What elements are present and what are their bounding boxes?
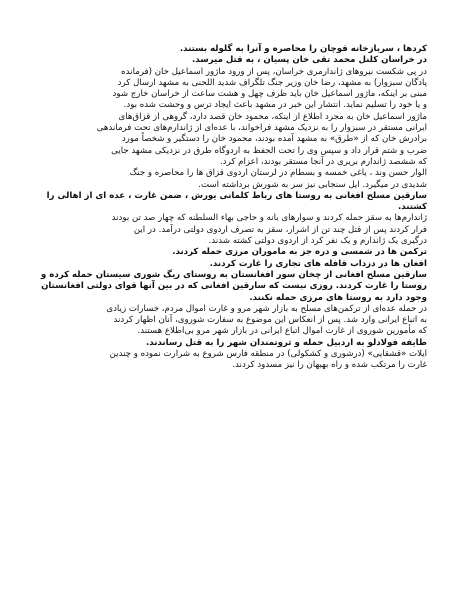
- paragraph: [0, 259, 463, 270]
- text-line: ایلات «قشقایی» (درشوری و کشکولی) در منطقه فارس شروع به شرارت نموده و چندین: [109, 349, 427, 360]
- paragraph: [0, 338, 463, 349]
- text-line: روستا را غارت کردند. روزی نیست که سارقین افغانی که در بین آنها قوای دولتی افغانستان: [41, 281, 427, 292]
- paragraph: [0, 349, 463, 372]
- text-line: افغان ها در دزداب قافله های تجاری را غارت کردند.: [209, 258, 427, 269]
- text-line: در پی شکست نیروهای ژاندارمری خراسان، پس از ورود ماژور اسماعیل خان (فرمانده: [121, 66, 427, 77]
- text-line: ژاندارم‌ها به سقز حمله کردند و سوارهای بانه و حاجی بهاء السلطنه که چهار صد تن بودند: [111, 213, 427, 224]
- paragraph: [0, 270, 463, 304]
- text-line: غارت را مرتکب شده و راه بهبهان را نیز مسدود کردند.: [232, 360, 427, 371]
- text-line: درگیری یک ژاندارم و یک نفر کرد از اردوی دولتی کشته شدند.: [208, 236, 427, 247]
- text-line: ترکمن ها در شمسی و دره جز به ماموران مرزی حمله کردند.: [172, 247, 427, 258]
- text-line: ماژور اسماعیل خان به مجرد اطلاع از اینکه، محمود خان قصد دارد، گروهی از قزاق‌های: [118, 111, 427, 122]
- text-line: کشتند.: [398, 202, 427, 213]
- paragraph: [0, 304, 463, 338]
- paragraph: [0, 168, 463, 191]
- paragraph: [0, 44, 463, 67]
- paragraph: [0, 247, 463, 258]
- text-line: در حمله عده‌ای از ترکمن‌های مسلح به بازار شهر مرو و غارت اموال مردم، خسارات زیادی: [106, 303, 427, 314]
- text-line: که ششصد ژاندارم بریری در آنجا مستقر بودند، اعزام کرد.: [220, 156, 427, 167]
- text-line: کردها ، سربازخانه قوچان را محاصره و آنرا به گلوله بستند.: [179, 44, 427, 54]
- text-line: ضرب و شتم قرار داد و سپس وی را تحت الحفظ به اردوگاه طرق در نزدیکی مشهد جایی: [111, 145, 427, 156]
- paragraph: [0, 67, 463, 169]
- document-page: [0, 44, 463, 372]
- text-line: به اتباع ایرانی وارد شد. پس از انعکاس این موضوع به سفارت شوروی، آنان اظهار کردند: [113, 315, 427, 326]
- text-line: سارقین مسلح افغانی به روستا های رباط کلمانی یورش ، ضمن غارت ، عده ای از اهالی را: [46, 190, 427, 201]
- text-line: طایفه فولادلو به اردبیل حمله و ثروتمندان شهر را به قتل رساندند.: [146, 337, 427, 348]
- text-line: برادرش خان که از «طرق» به مشهد آمده بودند، محمود خان را دستگیر و شخصاً مورد: [121, 134, 427, 145]
- text-line: الوار حسن وند ، یاغی خمسه و بسطام در لرستان اردوی قزاق ها را محاصره و جنگ: [129, 168, 427, 179]
- text-line: سارقین مسلح افغانی از چخان سور افغانستان به روستای ریگ شوری سیستان حمله کرده و: [40, 269, 427, 280]
- text-line: ایرانی مستقر در سبزوار را به نزدیک مشهد فراخواند، با عده‌ای از ژاندارم‌های تحت فرماندهی: [96, 123, 427, 134]
- text-line: مبنی بر اینکه، ماژور اسماعیل خان باید ظرف چهل و هشت ساعت از خراسان خارج شود: [112, 89, 427, 100]
- text-line: که مأمورین شوروی از غارت اموال اتباع ایرانی در بازار شهر مرو بی‌اطلاع هستند.: [137, 326, 427, 337]
- text-line: پادگان سبزوار) به مشهد، رضا خان وزیر جنگ تلگراف شدید اللحنی به مشهد ارسال کرد: [117, 77, 427, 88]
- paragraph: [0, 213, 463, 247]
- text-line: فرار کردند پس از قتل چند تن از اشرار، سقز به تصرف اردوی دولتی درآمد. در این: [133, 224, 427, 235]
- text-line: وجود دارد به روستا های مرزی حمله نکنند.: [249, 292, 427, 303]
- text-line: در خراسان کلنل محمد تقی خان پسیان ، به قتل میرسد.: [192, 55, 427, 66]
- text-line: شدیدی در میگیرد. ایل سنجابی نیز سر به شورش برداشته است.: [198, 179, 427, 190]
- paragraph: [0, 191, 463, 214]
- text-line: و یا خود را تسلیم نماید. انتشار این خبر در مشهد باعث ایجاد ترس و وحشت شده بود.: [123, 100, 427, 111]
